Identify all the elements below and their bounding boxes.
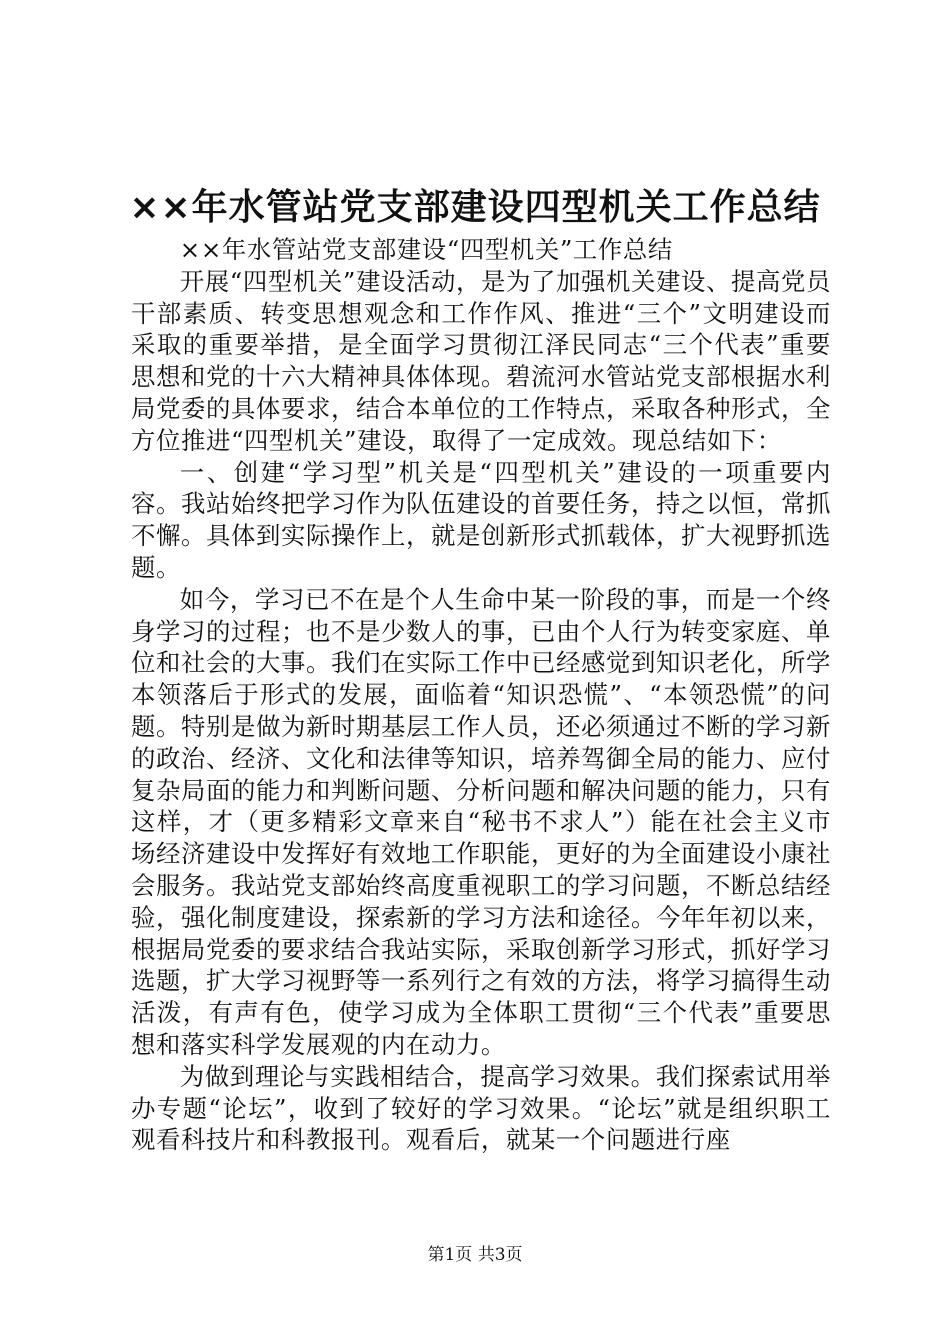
- body-paragraph: 如今，学习已不在是个人生命中某一阶段的事，而是一个终身学习的过程；也不是少数人的事，已由个人行为转变家庭、单位和社会的大事。我们在实际工作中已经感觉到知识老化，所学本领落后于形式的发展，面临着“知识恐慌”、“本领恐慌”的问题。特别是做为新时期基层工作人员，还必须通过不断的学习新的政治、经济、文化和法律等知识，培养驾御全局的能力、应付复杂局面的能力和判断问题、分析问题和解决问题的能力，只有这样，才（更多精彩文章来自“秘书不求人”）能在社会主义市场经济建设中发挥好有效地工作职能，更好的为全面建设小康社会服务。我站党支部始终高度重视职工的学习问题，不断总结经验，强化制度建设，探索新的学习方法和途径。今年年初以来，根据局党委的要求结合我站实际，采取创新学习形式，抓好学习选题，扩大学习视野等一系列行之有效的方法，将学习搞得生动活泼，有声有色，使学习成为全体职工贯彻“三个代表”重要思想和落实科学发展观的内在动力。: [131, 584, 831, 1059]
- body-paragraph: 开展“四型机关”建设活动，是为了加强机关建设、提高党员干部素质、转变思想观念和工作作风、推进“三个”文明建设而采取的重要举措，是全面学习贯彻江泽民同志“三个代表”重要思想和党的十六大精神具体体现。碧流河水管站党支部根据水利局党委的具体要求，结合本单位的工作特点，采取各种形式，全方位推进“四型机关”建设，取得了一定成效。现总结如下：: [131, 266, 831, 455]
- document-body: [131, 234, 831, 1156]
- page-number-footer: 第1页 共3页: [427, 1245, 523, 1265]
- body-paragraph: 一、创建“学习型”机关是“四型机关”建设的一项重要内容。我站始终把学习作为队伍建设的首要任务，持之以恒，常抓不懈。具体到实际操作上，就是创新形式抓载体，扩大视野抓选题。: [131, 457, 831, 582]
- document-title: ××年水管站党支部建设四型机关工作总结: [129, 187, 821, 228]
- body-paragraph-subtitle: ××年水管站党支部建设“四型机关”工作总结: [179, 235, 673, 264]
- body-paragraph: 为做到理论与实践相结合，提高学习效果。我们探索试用举办专题“论坛”，收到了较好的学习效果。“论坛”就是组织职工观看科技片和科教报刊。观看后，就某一个问题进行座: [131, 1061, 831, 1155]
